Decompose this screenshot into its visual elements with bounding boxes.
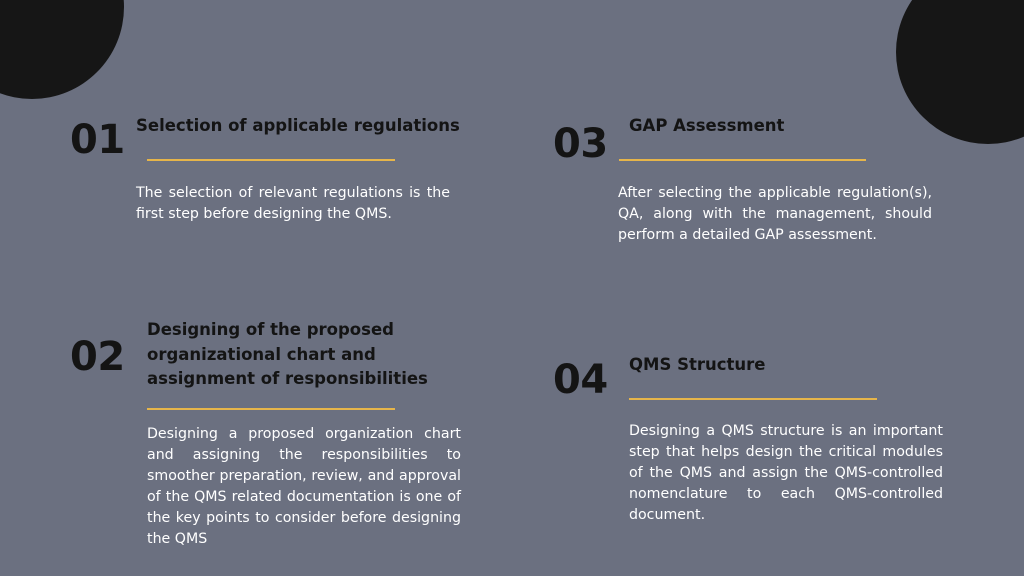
- section-01-divider: [147, 159, 395, 161]
- section-03-body: After selecting the applicable regulation(s), QA, along with the management, should perform a detailed GAP assessment.: [618, 185, 932, 243]
- section-03-divider: [619, 159, 866, 161]
- section-02-number: 02: [70, 334, 125, 380]
- section-02-divider: [147, 408, 395, 410]
- section-01-title: Selection of applicable regulations: [136, 116, 460, 135]
- section-04-body: Designing a QMS structure is an important step that helps design the critical modules of the QMS and assign the QMS-controlled nomenclature to each QMS-controlled document.: [629, 423, 943, 523]
- section-04-title: QMS Structure: [629, 355, 766, 374]
- section-04-number: 04: [553, 357, 608, 403]
- section-01-number: 01: [70, 117, 125, 163]
- section-02-body: Designing a proposed organization chart and assigning the responsibilities to smoother preparation, review, and approval of the QMS related documentation is one of the key points to consider before designing the QMS: [147, 426, 461, 547]
- decorative-circle-top-left: [0, 0, 124, 99]
- section-01-body: The selection of relevant regulations is the first step before designing the QMS.: [136, 185, 450, 222]
- section-03-title: GAP Assessment: [629, 116, 785, 135]
- section-03-number: 03: [553, 121, 608, 167]
- section-04-divider: [629, 398, 877, 400]
- section-02-title: Designing of the proposed organizational chart and assignment of responsibilities: [147, 320, 428, 388]
